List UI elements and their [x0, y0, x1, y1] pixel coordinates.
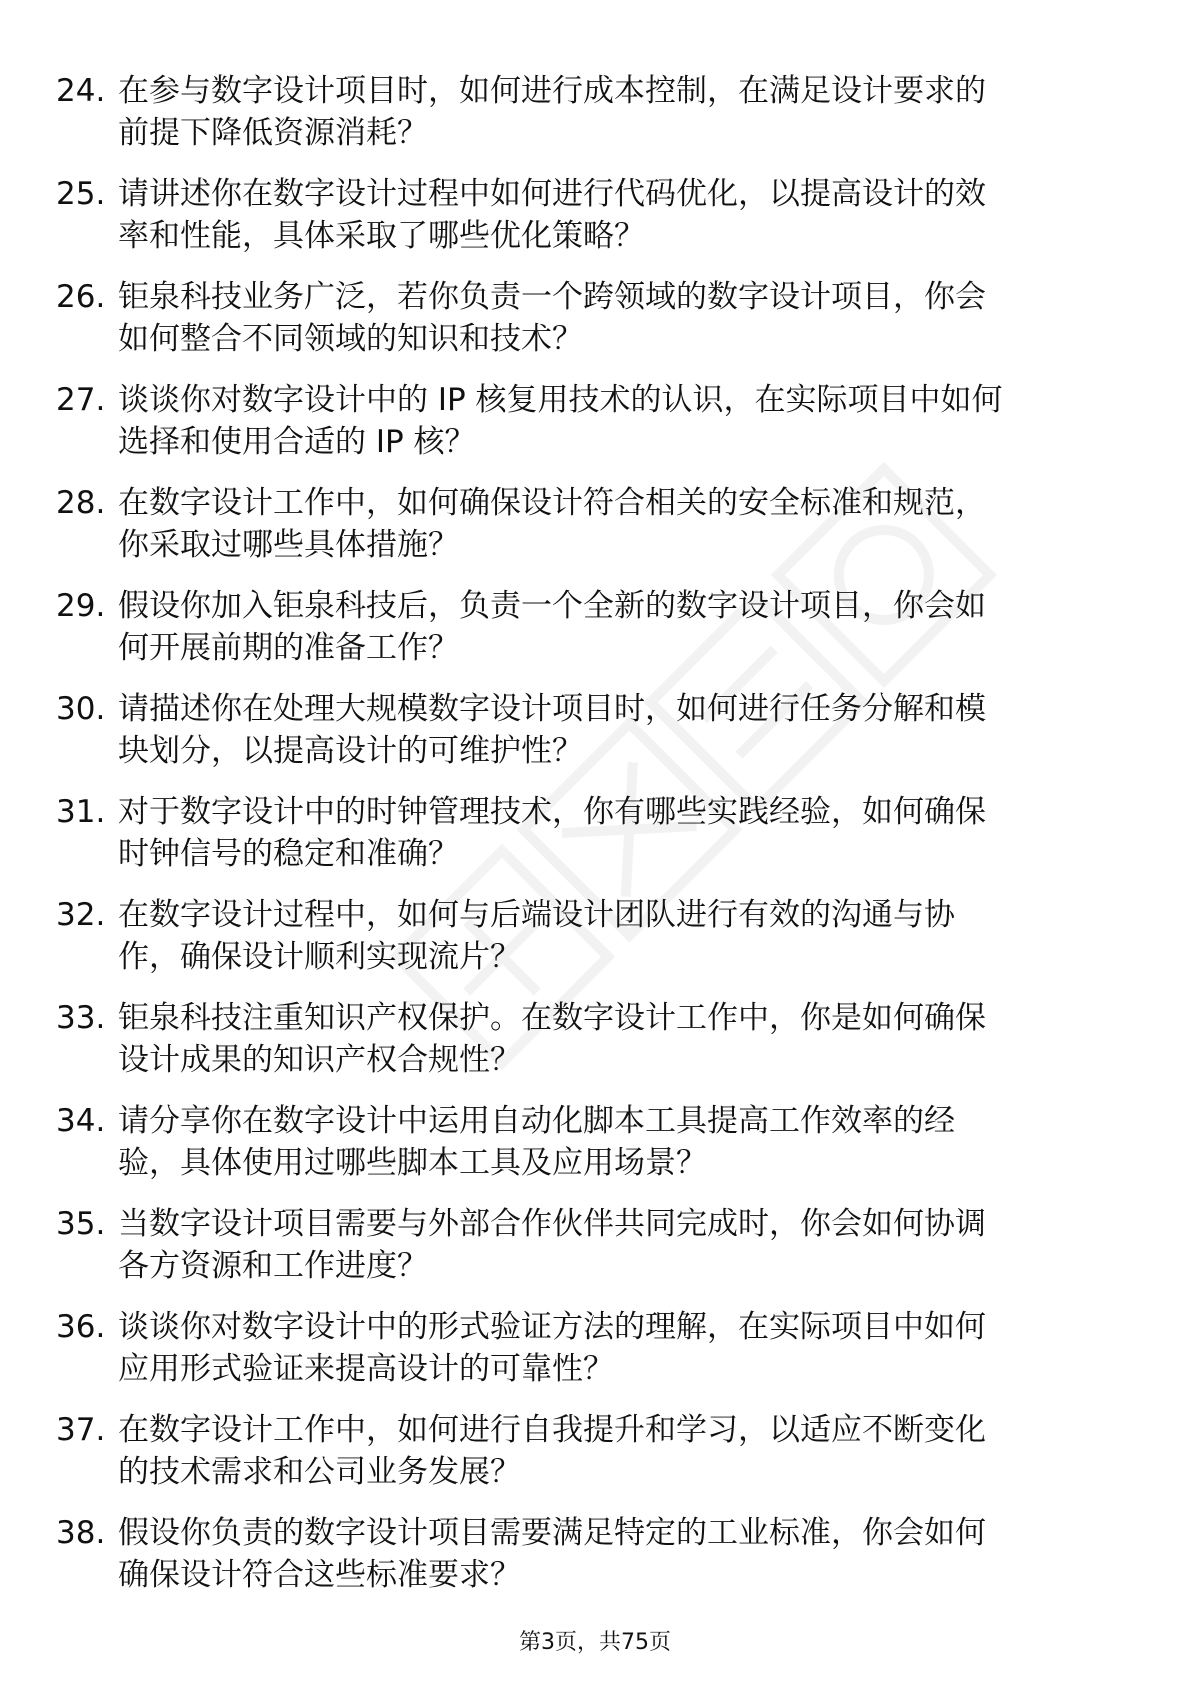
question-item	[56, 585, 1136, 688]
question-item	[56, 1100, 1136, 1203]
question-number: 29.	[56, 588, 106, 624]
question-item	[56, 997, 1136, 1100]
question-number: 35.	[56, 1206, 106, 1242]
question-number: 37.	[56, 1412, 106, 1448]
question-text: 在参与数字设计项目时，如何进行成本控制，在满足设计要求的 前提下降低资源消耗？	[118, 73, 986, 151]
page-footer	[0, 1628, 1190, 1658]
question-text: 钜泉科技注重知识产权保护。在数字设计工作中，你是如何确保 设计成果的知识产权合规性？	[118, 1000, 986, 1078]
question-item	[56, 173, 1136, 276]
question-number: 33.	[56, 1000, 106, 1036]
question-item	[56, 791, 1136, 894]
question-item	[56, 482, 1136, 585]
question-number: 32.	[56, 897, 106, 933]
question-item	[56, 70, 1136, 173]
question-item	[56, 1512, 1136, 1615]
question-number: 25.	[56, 176, 106, 212]
question-number: 36.	[56, 1309, 106, 1345]
question-list	[56, 70, 1136, 1615]
question-text: 请分享你在数字设计中运用自动化脚本工具提高工作效率的经 验，具体使用过哪些脚本工具及应用场景？	[118, 1103, 955, 1181]
question-item	[56, 1203, 1136, 1306]
question-text: 当数字设计项目需要与外部合作伙伴共同完成时，你会如何协调 各方资源和工作进度？	[118, 1206, 986, 1284]
question-number: 38.	[56, 1515, 106, 1551]
question-text: 在数字设计过程中，如何与后端设计团队进行有效的沟通与协 作，确保设计顺利实现流片？	[118, 897, 955, 975]
question-item	[56, 276, 1136, 379]
question-number: 30.	[56, 691, 106, 727]
question-text: 请描述你在处理大规模数字设计项目时，如何进行任务分解和模 块划分，以提高设计的可维护性？	[118, 691, 986, 769]
question-text: 请讲述你在数字设计过程中如何进行代码优化，以提高设计的效 率和性能，具体采取了哪些优化策略？	[118, 176, 986, 254]
question-number: 26.	[56, 279, 106, 315]
question-item	[56, 379, 1136, 482]
question-item	[56, 1306, 1136, 1409]
question-text: 谈谈你对数字设计中的形式验证方法的理解，在实际项目中如何 应用形式验证来提高设计的可靠性？	[118, 1309, 986, 1387]
question-text: 假设你加入钜泉科技后，负责一个全新的数字设计项目，你会如 何开展前期的准备工作？	[118, 588, 986, 666]
question-text: 假设你负责的数字设计项目需要满足特定的工业标准，你会如何 确保设计符合这些标准要求？	[118, 1515, 986, 1593]
question-text: 在数字设计工作中，如何进行自我提升和学习，以适应不断变化 的技术需求和公司业务发展？	[118, 1412, 986, 1490]
question-number: 34.	[56, 1103, 106, 1139]
question-number: 28.	[56, 485, 106, 521]
question-text: 钜泉科技业务广泛，若你负责一个跨领域的数字设计项目，你会 如何整合不同领域的知识和技术？	[118, 279, 986, 357]
question-text: 在数字设计工作中，如何确保设计符合相关的安全标准和规范， 你采取过哪些具体措施？	[118, 485, 986, 563]
question-item	[56, 688, 1136, 791]
question-text: 对于数字设计中的时钟管理技术，你有哪些实践经验，如何确保 时钟信号的稳定和准确？	[118, 794, 986, 872]
question-item	[56, 894, 1136, 997]
question-item	[56, 1409, 1136, 1512]
page-number-label: 第3页，共75页	[519, 1630, 671, 1655]
question-number: 24.	[56, 73, 106, 109]
question-number: 27.	[56, 382, 106, 418]
question-text: 谈谈你对数字设计中的 IP 核复用技术的认识，在实际项目中如何 选择和使用合适的 IP 核？	[118, 382, 1003, 460]
question-number: 31.	[56, 794, 106, 830]
